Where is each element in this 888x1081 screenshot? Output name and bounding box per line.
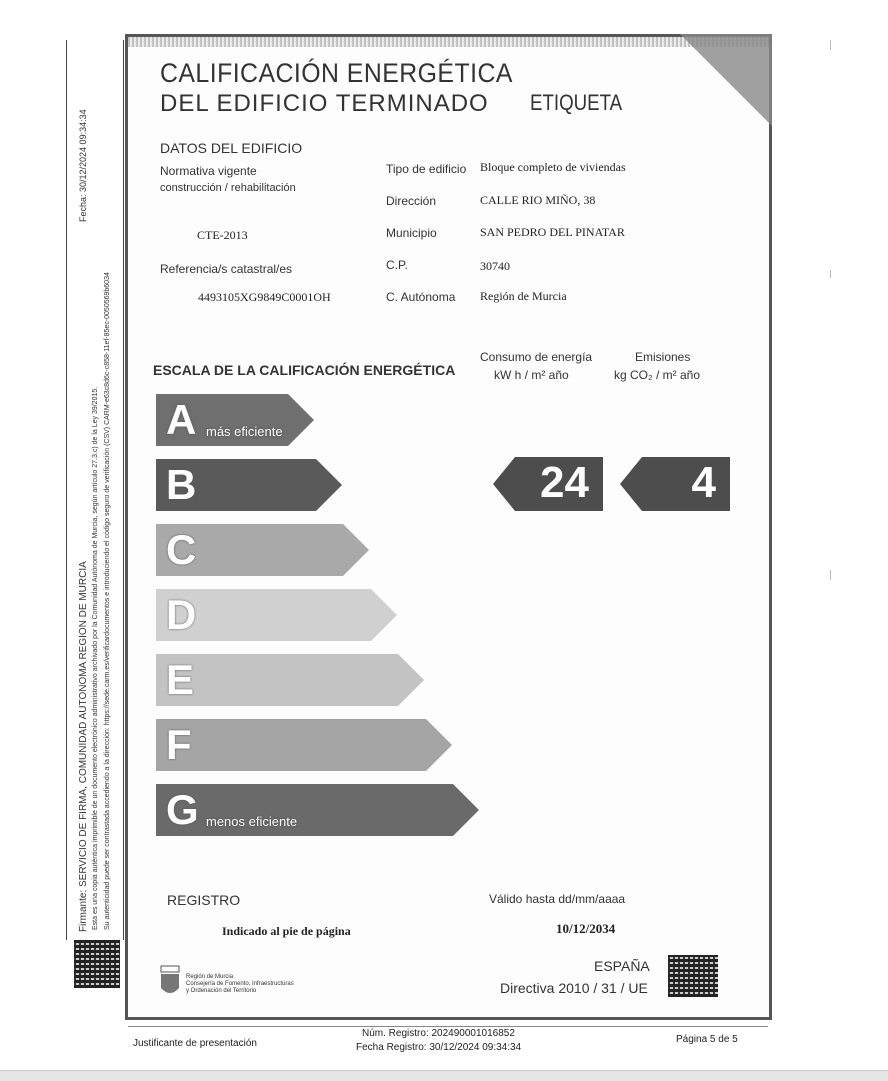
- label-qr-code: [668, 955, 718, 997]
- footer-registro-num: Núm. Registro: 202490001016852: [362, 1028, 515, 1039]
- municipio-value: SAN PEDRO DEL PINATAR: [480, 225, 625, 239]
- footer-left: Justificante de presentación: [133, 1038, 257, 1049]
- title-line2: DEL EDIFICIO TERMINADO: [160, 90, 489, 117]
- catastral-value: 4493105XG9849C0001OH: [198, 290, 331, 304]
- org-line-1: Región de Murcia: [186, 974, 234, 980]
- energy-class-letter: E: [166, 656, 195, 703]
- energy-class-bar-b: [156, 459, 342, 511]
- registro-value: Indicado al pie de página: [222, 924, 351, 938]
- energy-class-caption: menos eficiente: [206, 814, 298, 829]
- tipo-label: Tipo de edificio: [386, 162, 467, 176]
- footer-page: Página 5 de 5: [676, 1034, 738, 1045]
- coat-of-arms-icon: [158, 962, 182, 1002]
- energy-class-arrow: [156, 784, 479, 836]
- emisiones-indicator: [620, 457, 730, 511]
- normativa-label-1: Normativa vigente: [160, 164, 257, 178]
- autonoma-value: Región de Murcia: [480, 289, 567, 303]
- energy-class-arrow: [156, 719, 452, 771]
- right-edge-mark: [830, 270, 831, 278]
- municipio-label: Municipio: [386, 226, 437, 240]
- energy-class-bar-a: [156, 394, 314, 446]
- normativa-label-2: construcción / rehabilitación: [160, 182, 296, 194]
- valid-label: Válido hasta dd/mm/aaaa: [489, 892, 626, 906]
- direccion-label: Dirección: [386, 194, 437, 208]
- emisiones-header-2: kg CO₂ / m² año: [614, 368, 701, 382]
- country: ESPAÑA: [594, 958, 650, 974]
- org-line-3: y Ordenación del Territorio: [186, 988, 257, 994]
- energy-class-bar-c: [156, 524, 369, 576]
- energy-class-letter: D: [166, 591, 197, 638]
- emisiones-header-1: Emisiones: [635, 350, 691, 364]
- catastral-label: Referencia/s catastral/es: [160, 262, 293, 276]
- energy-class-caption: más eficiente: [206, 424, 283, 439]
- side-qr-code: [74, 940, 120, 988]
- energy-class-letter: F: [166, 721, 192, 768]
- side-note-2: Su autenticidad puede ser contrastada accediendo a la dirección: https://sede.carm.es/verificardocumentos e introduciendo el código seguro de verificación (CSV) CARM-e63c8d6c-c858-11ef-85ec-0050569b6034: [104, 272, 111, 930]
- energy-class-letter: C: [166, 526, 197, 573]
- corner-fold: [680, 34, 772, 126]
- right-edge-mark: [830, 570, 831, 580]
- consumo-header-2: kW h / m² año: [494, 368, 569, 382]
- energy-class-bar-d: [156, 589, 397, 641]
- cp-label: C.P.: [386, 258, 408, 272]
- normativa-value: CTE-2013: [197, 228, 248, 242]
- side-signer: Firmante: SERVICIO DE FIRMA, COMUNIDAD AUTONOMA REGION DE MURCIA: [78, 561, 89, 932]
- consumo-value: 24: [540, 458, 589, 507]
- registro-label: REGISTRO: [167, 892, 241, 908]
- org-line-2: Consejería de Fomento, Infraestructuras: [186, 981, 294, 987]
- energy-class-bar-f: [156, 719, 452, 771]
- footer-registro-date: Fecha Registro: 30/12/2024 09:34:34: [356, 1042, 522, 1053]
- emisiones-value: 4: [691, 458, 716, 507]
- autonoma-label: C. Autónoma: [386, 290, 456, 304]
- tipo-value: Bloque completo de viviendas: [480, 160, 626, 174]
- building-section-title: DATOS DEL EDIFICIO: [160, 140, 303, 156]
- direccion-value: CALLE RIO MIÑO, 38: [480, 193, 596, 207]
- side-date: Fecha: 30/12/2024 09:34:34: [78, 109, 88, 222]
- footer-rule: [128, 1026, 768, 1027]
- side-note-1: Esta es una copia auténtica imprimible de un documento electrónico administrativo archivado por la Comunidad Autónoma de Murcia, según artículo 27.3.c) de la Ley 39/2015.: [92, 386, 99, 930]
- energy-class-bar-g: [156, 784, 479, 836]
- valid-value: 10/12/2034: [556, 921, 616, 936]
- energy-class-letter: B: [166, 461, 197, 508]
- directive: Directiva 2010 / 31 / UE: [500, 980, 648, 996]
- cp-value: 30740: [480, 259, 510, 273]
- energy-class-letter: A: [166, 396, 197, 443]
- title-line1: CALIFICACIÓN ENERGÉTICA: [160, 58, 513, 88]
- right-edge-mark: [830, 40, 831, 50]
- consumo-indicator: [493, 457, 603, 511]
- energy-class-bar-e: [156, 654, 424, 706]
- murcia-logo: [158, 962, 182, 1002]
- bottom-bar: [0, 1070, 888, 1081]
- label-type: ETIQUETA: [530, 90, 623, 115]
- energy-class-letter: G: [166, 786, 199, 833]
- consumo-header-1: Consumo de energía: [480, 350, 593, 364]
- energy-class-arrow: [156, 654, 424, 706]
- scale-title: ESCALA DE LA CALIFICACIÓN ENERGÉTICA: [153, 362, 456, 378]
- org-text: [186, 974, 294, 995]
